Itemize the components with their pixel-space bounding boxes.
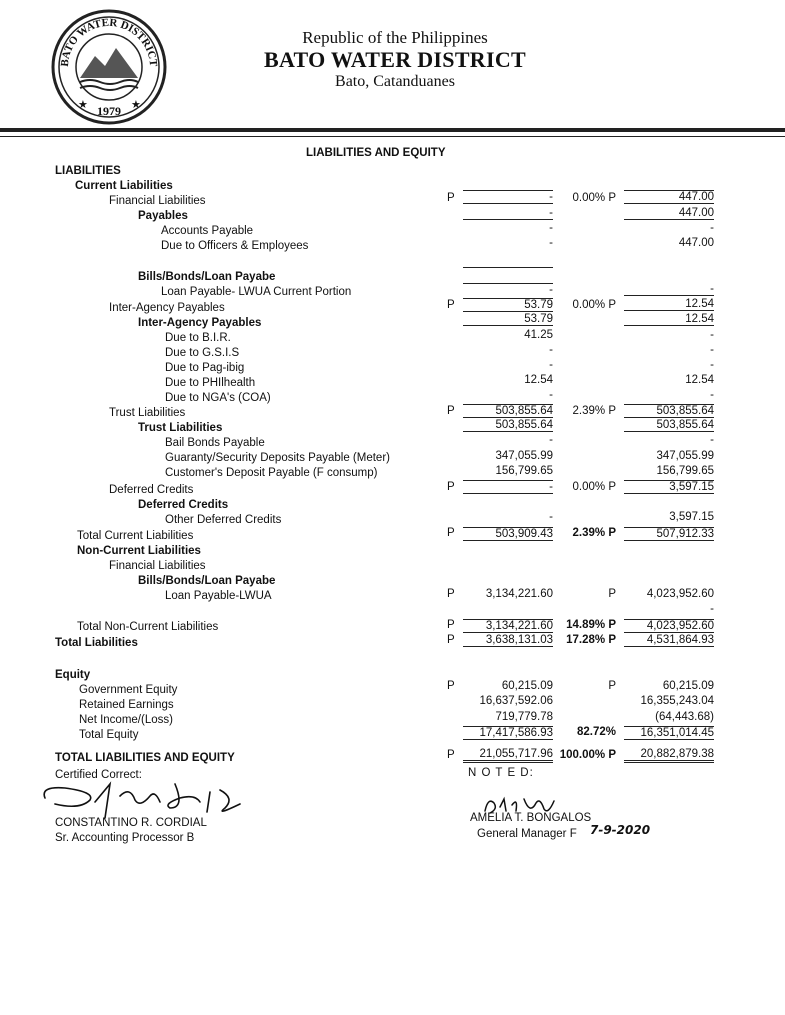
amount-prior: 447.00 bbox=[624, 190, 714, 204]
peso-marker: P bbox=[447, 634, 455, 646]
amount-current: 17,417,586.93 bbox=[463, 726, 553, 740]
amount-current: 503,855.64 bbox=[463, 419, 553, 432]
row-label: Bills/Bonds/Loan Payabe bbox=[138, 271, 276, 283]
percent-share: 0.00% P bbox=[572, 299, 616, 311]
row-label: Deferred Credits bbox=[109, 484, 194, 496]
peso-marker: P bbox=[447, 192, 455, 204]
amount-current: 719,779.78 bbox=[495, 711, 553, 723]
amount-current: 53.79 bbox=[463, 298, 553, 312]
noted-label: N O T E D: bbox=[468, 767, 534, 779]
amount-current: 60,215.09 bbox=[501, 680, 553, 692]
amount-prior: 60,215.09 bbox=[662, 680, 714, 692]
row-label: Bills/Bonds/Loan Payabe bbox=[138, 575, 276, 587]
amount-current: - bbox=[549, 222, 553, 234]
signed-date: 7-9-2020 bbox=[590, 823, 651, 837]
row-label: Customer's Deposit Payable (F consump) bbox=[165, 467, 378, 479]
amount-prior: 447.00 bbox=[678, 237, 714, 249]
peso-marker: P bbox=[447, 299, 455, 311]
amount-current: - bbox=[549, 389, 553, 401]
percent-share: 2.39% P bbox=[572, 527, 616, 539]
amount-current: 3,134,221.60 bbox=[463, 619, 553, 633]
amount-prior: 3,597.15 bbox=[669, 511, 714, 523]
header-rule-thin bbox=[0, 136, 785, 137]
amount-prior: - bbox=[710, 344, 714, 356]
row-label: TOTAL LIABILITIES AND EQUITY bbox=[55, 752, 235, 764]
left-signatory-title: Sr. Accounting Processor B bbox=[55, 832, 195, 844]
peso-marker: P bbox=[447, 619, 455, 631]
row-label: Due to NGA's (COA) bbox=[165, 392, 271, 404]
svg-text:★: ★ bbox=[78, 99, 88, 111]
amount-current: - bbox=[549, 344, 553, 356]
percent-share: 82.72% bbox=[576, 726, 616, 738]
row-label: Bail Bonds Payable bbox=[165, 437, 265, 449]
percent-share: P bbox=[608, 588, 616, 600]
row-label: Total Current Liabilities bbox=[77, 530, 194, 542]
republic-line: Republic of the Philippines bbox=[302, 28, 488, 47]
amount-current: 156,799.65 bbox=[495, 465, 553, 477]
row-label: Accounts Payable bbox=[161, 225, 254, 237]
row-label: LIABILITIES bbox=[55, 165, 121, 177]
percent-share: 2.39% P bbox=[572, 405, 616, 417]
row-label: Inter-Agency Payables bbox=[109, 302, 225, 314]
row-label: Trust Liabilities bbox=[138, 422, 223, 434]
certified-label: Certified Correct: bbox=[55, 769, 142, 781]
row-label: Equity bbox=[55, 669, 91, 681]
amount-prior: 503,855.64 bbox=[624, 404, 714, 418]
row-label: Current Liabilities bbox=[75, 180, 173, 192]
right-signatory-title: General Manager F bbox=[477, 828, 577, 840]
percent-share: 14.89% P bbox=[566, 619, 616, 631]
row-label: Financial Liabilities bbox=[109, 195, 206, 207]
row-label: Net Income/(Loss) bbox=[79, 714, 173, 726]
seal-year: 1979 bbox=[97, 104, 121, 118]
agency-location: Bato, Catanduanes bbox=[335, 73, 455, 90]
amount-prior: - bbox=[710, 359, 714, 371]
amount-current: - bbox=[549, 434, 553, 446]
amount-prior: 12.54 bbox=[685, 374, 714, 386]
agency-name: BATO WATER DISTRICT bbox=[263, 47, 527, 72]
percent-share: 100.00% P bbox=[559, 749, 616, 761]
amount-prior: 156,799.65 bbox=[656, 465, 714, 477]
seal-text: BATO WATER DISTRICT bbox=[58, 16, 160, 68]
row-label: Due to Officers & Employees bbox=[161, 240, 309, 252]
amount-prior: - bbox=[710, 603, 714, 615]
amount-prior: 12.54 bbox=[624, 313, 714, 326]
amount-prior: 3,597.15 bbox=[624, 480, 714, 494]
amount-prior: 4,023,952.60 bbox=[624, 619, 714, 633]
amount-current: - bbox=[463, 207, 553, 220]
peso-marker: P bbox=[447, 527, 455, 539]
row-label: Loan Payable- LWUA Current Portion bbox=[161, 286, 352, 298]
row-label: Loan Payable-LWUA bbox=[165, 590, 272, 602]
row-label: Payables bbox=[138, 210, 188, 222]
amount-prior: 4,023,952.60 bbox=[646, 588, 714, 600]
peso-marker: P bbox=[447, 481, 455, 493]
peso-marker: P bbox=[447, 405, 455, 417]
row-label: Total Non-Current Liabilities bbox=[77, 621, 219, 633]
amount-prior: - bbox=[710, 434, 714, 446]
peso-marker: P bbox=[447, 749, 455, 761]
svg-text:★: ★ bbox=[131, 99, 141, 111]
amount-current: 503,909.43 bbox=[463, 527, 553, 541]
percent-share: 17.28% P bbox=[566, 634, 616, 646]
amount-current: 347,055.99 bbox=[495, 450, 553, 462]
row-label: Total Equity bbox=[79, 729, 139, 741]
amount-prior: - bbox=[624, 283, 714, 296]
peso-marker: P bbox=[447, 588, 455, 600]
amount-prior: - bbox=[710, 222, 714, 234]
amount-prior: - bbox=[710, 389, 714, 401]
amount-current: 16,637,592.06 bbox=[479, 695, 553, 707]
amount-current: 3,638,131.03 bbox=[463, 634, 553, 647]
amount-prior: - bbox=[710, 329, 714, 341]
row-label: Guaranty/Security Deposits Payable (Meter) bbox=[165, 452, 390, 464]
underline bbox=[463, 266, 553, 268]
left-signatory-name: CONSTANTINO R. CORDIAL bbox=[55, 817, 207, 829]
amount-current: 21,055,717.96 bbox=[463, 748, 553, 763]
percent-share: P bbox=[608, 680, 616, 692]
amount-current: 12.54 bbox=[524, 374, 553, 386]
peso-marker: P bbox=[447, 680, 455, 692]
amount-prior: (64,443.68) bbox=[655, 711, 714, 723]
amount-current: - bbox=[463, 283, 553, 296]
amount-prior: 16,351,014.45 bbox=[624, 726, 714, 740]
right-signatory-name: AMELIA T. BONGALOS bbox=[470, 812, 592, 824]
header-rule-thick bbox=[0, 128, 785, 132]
row-label: Inter-Agency Payables bbox=[138, 317, 262, 329]
amount-prior: 447.00 bbox=[624, 207, 714, 220]
row-label: Government Equity bbox=[79, 684, 178, 696]
amount-current: - bbox=[463, 480, 553, 494]
percent-share: 0.00% P bbox=[572, 481, 616, 493]
amount-current: 53.79 bbox=[463, 313, 553, 326]
amount-current: 503,855.64 bbox=[463, 404, 553, 418]
amount-prior: 507,912.33 bbox=[624, 527, 714, 541]
row-label: Due to Pag-ibig bbox=[165, 362, 245, 374]
amount-current: - bbox=[463, 190, 553, 204]
row-label: Retained Earnings bbox=[79, 699, 174, 711]
amount-prior: 16,355,243.04 bbox=[640, 695, 714, 707]
row-label: Due to B.I.R. bbox=[165, 332, 231, 344]
amount-current: - bbox=[549, 511, 553, 523]
amount-prior: 347,055.99 bbox=[656, 450, 714, 462]
row-label: Financial Liabilities bbox=[109, 560, 206, 572]
amount-prior: 12.54 bbox=[624, 298, 714, 311]
amount-current: - bbox=[549, 237, 553, 249]
row-label: Other Deferred Credits bbox=[165, 514, 282, 526]
row-label: Total Liabilities bbox=[55, 637, 138, 649]
row-label: Trust Liabilities bbox=[109, 407, 186, 419]
amount-prior: 4,531,864.93 bbox=[624, 634, 714, 647]
percent-share: 0.00% P bbox=[572, 192, 616, 204]
row-label: Non-Current Liabilities bbox=[77, 545, 201, 557]
amount-current: 3,134,221.60 bbox=[485, 588, 553, 600]
amount-prior: 20,882,879.38 bbox=[624, 748, 714, 763]
row-label: Due to G.S.I.S bbox=[165, 347, 240, 359]
report-title: LIABILITIES AND EQUITY bbox=[306, 147, 446, 159]
district-seal bbox=[50, 8, 168, 126]
amount-prior: 503,855.64 bbox=[624, 419, 714, 432]
amount-current: - bbox=[549, 359, 553, 371]
amount-current: 41.25 bbox=[524, 329, 553, 341]
row-label: Deferred Credits bbox=[138, 499, 229, 511]
row-label: Due to PHIlhealth bbox=[165, 377, 256, 389]
